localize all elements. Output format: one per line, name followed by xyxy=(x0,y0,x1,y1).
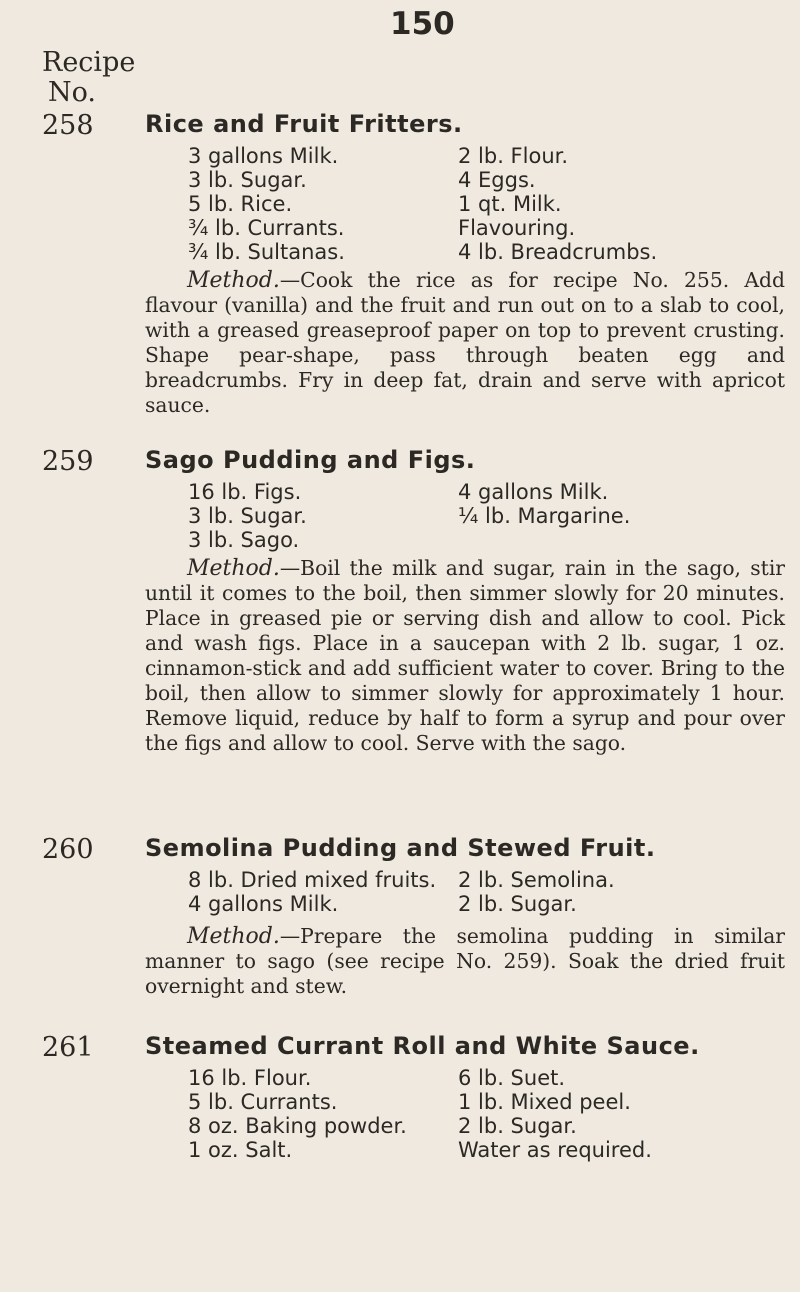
ingredient-row xyxy=(188,868,788,892)
ingredient-list xyxy=(188,868,788,916)
ingredient-list xyxy=(188,144,788,264)
ingredient: ¾ lb. Sultanas. xyxy=(188,240,345,264)
ingredient-row xyxy=(188,1066,788,1090)
ingredient-row xyxy=(188,1090,788,1114)
ingredient-list xyxy=(188,1066,788,1162)
ingredient: 4 Eggs. xyxy=(458,168,536,192)
ingredient: 1 qt. Milk. xyxy=(458,192,562,216)
ingredient: 1 oz. Salt. xyxy=(188,1138,293,1162)
ingredient: 16 lb. Flour. xyxy=(188,1066,312,1090)
method-label: Method. xyxy=(187,924,280,949)
recipe-header-line1: Recipe xyxy=(42,47,136,78)
method-text: —Cook the rice as for recipe No. 255. Add flavour (vanilla) and the fruit and run out on to a slab to cool, with a greased greaseproof paper on top to prevent crusting. Shape pear-shape, pass through beaten egg and breadcrumbs. Fry in deep fat, drain and serve with apricot sauce. xyxy=(145,268,785,417)
ingredient: Water as required. xyxy=(458,1138,652,1162)
ingredient-row xyxy=(188,144,788,168)
recipe-header-line2: No. xyxy=(48,77,96,108)
recipe-title: Sago Pudding and Figs. xyxy=(145,446,476,474)
ingredient: 6 lb. Suet. xyxy=(458,1066,566,1090)
ingredient: 2 lb. Sugar. xyxy=(458,892,577,916)
ingredient-row xyxy=(188,216,788,240)
ingredient: 4 gallons Milk. xyxy=(458,480,609,504)
ingredient-list xyxy=(188,480,788,552)
ingredient-row xyxy=(188,1114,788,1138)
method-paragraph xyxy=(145,556,785,756)
ingredient: 16 lb. Figs. xyxy=(188,480,302,504)
method-label: Method. xyxy=(187,556,280,581)
recipe-261 xyxy=(42,1032,782,1182)
recipe-number: 259 xyxy=(42,446,94,477)
ingredient-row xyxy=(188,240,788,264)
ingredient-row xyxy=(188,528,788,552)
ingredient: 1 lb. Mixed peel. xyxy=(458,1090,631,1114)
ingredient: 2 lb. Sugar. xyxy=(458,1114,577,1138)
method-text: —Boil the milk and sugar, rain in the sago, stir until it comes to the boil, then simmer slowly for 20 minutes. Place in greased pie or serving dish and allow to cool. Pick and wash figs. Place in a saucepan with 2 lb. sugar, 1 oz. cinnamon-stick and add sufficient water to cover. Bring to the boil, then allow to simmer slowly for approximately 1 hour. Remove liquid, reduce by half to form a syrup and pour over the figs and allow to cool. Serve with the sago. xyxy=(145,556,785,755)
ingredient: ¾ lb. Currants. xyxy=(188,216,345,240)
ingredient: 2 lb. Flour. xyxy=(458,144,569,168)
ingredient: 5 lb. Rice. xyxy=(188,192,293,216)
ingredient: 4 lb. Breadcrumbs. xyxy=(458,240,658,264)
recipe-title: Rice and Fruit Fritters. xyxy=(145,110,463,138)
recipe-number: 261 xyxy=(42,1032,94,1063)
ingredient: 3 lb. Sugar. xyxy=(188,168,307,192)
ingredient: 3 gallons Milk. xyxy=(188,144,339,168)
ingredient: 3 lb. Sago. xyxy=(188,528,300,552)
method-paragraph xyxy=(145,268,785,418)
recipe-260 xyxy=(42,834,785,1024)
recipe-259 xyxy=(42,446,785,826)
ingredient: 4 gallons Milk. xyxy=(188,892,339,916)
recipe-title: Semolina Pudding and Stewed Fruit. xyxy=(145,834,656,862)
recipe-number: 258 xyxy=(42,110,94,141)
method-paragraph xyxy=(145,924,785,999)
ingredient-row xyxy=(188,480,788,504)
ingredient: 8 lb. Dried mixed fruits. xyxy=(188,868,437,892)
recipe-title: Steamed Currant Roll and White Sauce. xyxy=(145,1032,700,1060)
ingredient-row xyxy=(188,892,788,916)
page-number: 150 xyxy=(390,6,455,42)
ingredient: Flavouring. xyxy=(458,216,576,240)
ingredient: 2 lb. Semolina. xyxy=(458,868,615,892)
ingredient-row xyxy=(188,192,788,216)
ingredient-row xyxy=(188,1138,788,1162)
ingredient: 5 lb. Currants. xyxy=(188,1090,338,1114)
method-label: Method. xyxy=(187,268,280,293)
ingredient: 3 lb. Sugar. xyxy=(188,504,307,528)
ingredient-row xyxy=(188,168,788,192)
ingredient: ¼ lb. Margarine. xyxy=(458,504,631,528)
ingredient: 8 oz. Baking powder. xyxy=(188,1114,407,1138)
recipe-258 xyxy=(42,110,785,430)
ingredient-row xyxy=(188,504,788,528)
recipe-column-header xyxy=(42,48,135,108)
recipe-number: 260 xyxy=(42,834,94,865)
method-text: —Prepare the semolina pudding in similar manner to sago (see recipe No. 259). Soak the dried fruit overnight and stew. xyxy=(145,924,785,998)
